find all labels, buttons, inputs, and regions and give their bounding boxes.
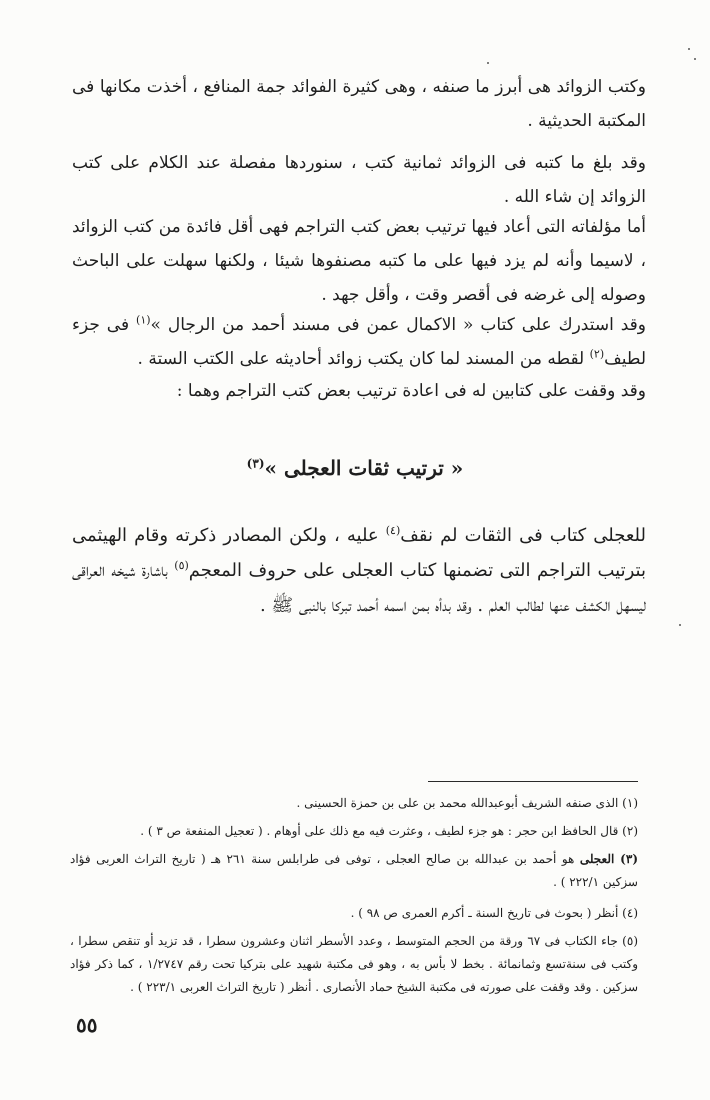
page-number: ٥٥ [76,1013,98,1037]
heading-title: « ترتيب ثقات العجلى » [264,456,464,480]
footnote-ref-5: (٥) [174,559,189,572]
section-heading [0,448,710,488]
footnote-5: (٥) جاء الكتاب فى ٦٧ ورقة من الحجم المتوسط ، وعدد الأسطر اثنان وعشرون سطرا ، قد تزيد أو تنقص سطرا ، وكتب فى سنةتسع وثمانمائة . بخط لا بأس به ، وهو فى مكتبة شهيد على بتركيا تحت رقم ١/٢٧٤٧ ، كما ذكر فؤاد سزكين . وقد وقفت على صورته فى مكتبة الشيخ حماد الأنصارى . أنظر ( تاريخ التراث العربى ٢٢٣/١ ) . [70,934,638,994]
footnote-3 [70,848,638,894]
footnote-ref-3: (٣) [246,456,265,471]
text-span: وقد استدرك على كتاب « الاكمال عمن فى مسند أحمد من الرجال » [150,315,646,335]
paragraph-ijli-thiqat [72,518,646,623]
paragraph-ikmal [72,308,646,376]
speck [688,48,690,50]
paragraph-two-books: وقد وقفت على كتابين له فى اعادة ترتيب بعض كتب التراجم وهما : [176,381,646,401]
text-span: لقطه من المسند لما كان يكتب زوائد أحاديثه على الكتب الستة . [137,349,590,369]
footnote-2: (٢) قال الحافظ ابن حجر : هو جزء لطيف ، وعثرت فيه مع ذلك على أوهام . ( تعجيل المنفعة ص ٣ ) . [140,824,638,838]
footnote-3-label: (٣) العجلى [579,852,638,866]
text-span: باشارة شيخه العراقى ليسهل الكشف عنها لطالب العلم . وقد بدأه بمن اسمه أحمد تبركا بالنبى ﷺ . [72,560,646,616]
speck [679,624,681,626]
footnote-divider [428,781,638,782]
text-span: عليه ، ولكن المصادر ذكرته وقام الهيثمى بترتيب التراجم التى تضمنها كتاب العجلى على حروف المعجم [72,525,646,581]
speck [694,58,696,60]
footnote-1: (١) الذى صنفه الشريف أبوعبدالله محمد بن على بن حمزة الحسينى . [296,796,638,810]
speck [487,62,489,64]
paragraph-zawaid-books: وكتب الزوائد هى أبرز ما صنفه ، وهى كثيرة الفوائد جمة المنافع ، أخذت مكانها فى المكتبة الحديثية . [72,77,646,131]
paragraph-tarajim-works: أما مؤلفاته التى أعاد فيها ترتيب بعض كتب التراجم فهى أقل فائدة من كتب الزوائد ، لاسيما وأنه لم يزد فيها على ما كتبه مصنفوها شيئا ، ولكنها سهلت على الباحث وصوله إلى غرضه فى أقصر وقت ، وأقل جهد . [72,217,646,305]
footnote-4: (٤) أنظر ( بحوث فى تاريخ السنة ـ أكرم العمرى ص ٩٨ ) . [350,906,638,920]
footnote-3-text: هو أحمد بن عبدالله بن صالح العجلى ، توفى فى طرابلس سنة ٢٦١ هـ ( تاريخ التراث العربى فؤاد سزكين ٢٢٢/١ ) . [70,852,638,889]
footnote-ref-2: (٢) [589,347,605,361]
text-span: فى جزء لطيف [72,315,646,369]
footnote-ref-1: (١) [136,313,151,327]
footnote-ref-4: (٤) [385,524,401,537]
paragraph-zawaid-count: وقد بلغ ما كتبه فى الزوائد ثمانية كتب ، سنوردها مفصلة عند الكلام على كتب الزوائد إن شاء الله . [72,153,646,207]
text-span: للعجلى كتاب فى الثقات لم نقف [400,525,646,546]
